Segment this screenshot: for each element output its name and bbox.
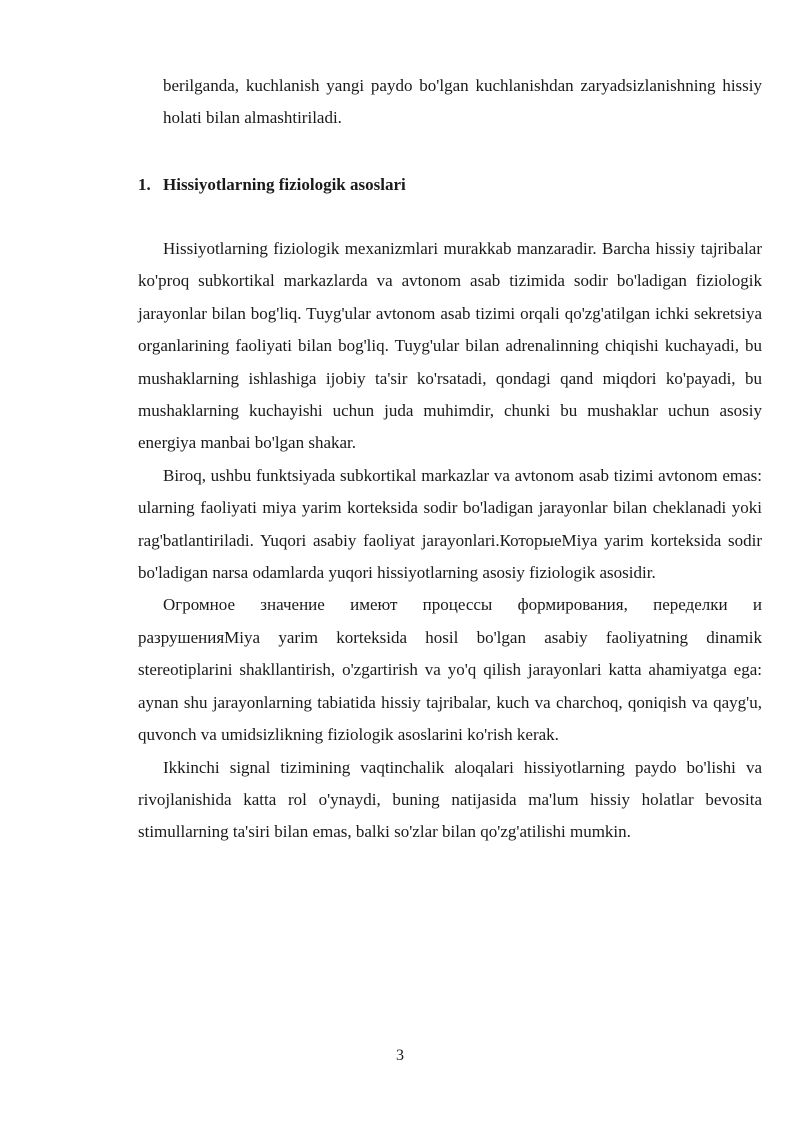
section-body xyxy=(138,233,762,849)
body-paragraph: Огромное значение имеют процессы формирования, переделки и разрушенияMiya yarim korteksida hosil bo'lgan asabiy faoliyatning dinamik stereotiplarini shakllantirish, o'zgartirish va yo'q qilish jarayonlari katta ahamiyatga ega: aynan shu jarayonlarning tabiatida hissiy tajribalar, kuch va charchoq, qoniqish va qayg'u, quvonch va umidsizlikning fiziologik asoslarini ko'rish kerak. xyxy=(138,595,762,745)
section-title: Hissiyotlarning fiziologik asoslari xyxy=(163,175,406,194)
body-paragraph: Ikkinchi signal tizimining vaqtinchalik aloqalari hissiyotlarning paydo bo'lishi va rivojlanishida katta rol o'ynaydi, buning natijasida ma'lum hissiy holatlar bevosita stimullarning ta'siri bilan emas, balki so'zlar bilan qo'zg'atilishi mumkin. xyxy=(138,757,762,842)
body-paragraph: Biroq, ushbu funktsiyada subkortikal markazlar va avtonom asab tizimi avtonom emas: ularning faoliyati miya yarim korteksida sodir bo'ladigan jarayonlar bilan cheklanadi yoki rag'batlantiriladi. Yuqori asabiy faoliyat jarayonlari.КоторыеMiya yarim korteksida sodir bo'ladigan narsa odamlarda yuqori hissiyotlarning asosiy fiziologik asosidir. xyxy=(138,465,762,583)
page-number: 3 xyxy=(396,1047,404,1064)
intro-paragraph: berilganda, kuchlanish yangi paydo bo'lgan kuchlanishdan zaryadsizlanishning hissiy holati bilan almashtiriladi. xyxy=(163,76,762,128)
intro-block xyxy=(138,70,762,135)
section-number: 1. xyxy=(138,175,151,194)
section-heading xyxy=(138,169,406,201)
body-paragraph: Hissiyotlarning fiziologik mexanizmlari murakkab manzaradir. Barcha hissiy tajribalar ko'proq subkortikal markazlarda va avtonom asab tizimida sodir bo'ladigan fiziologik jarayonlar bilan bog'liq. Tuyg'ular avtonom asab tizimi orqali qo'zg'atilgan ichki sekretsiya organlarining faoliyati bilan bog'liq. Tuyg'ular bilan adrenalinning chiqishi kuchayadi, bu mushaklarning ishlashiga ijobiy ta'sir ko'rsatadi, qondagi qand miqdori ko'payadi, bu mushaklarning kuchayishi uchun juda muhimdir, chunki bu mushaklar uchun asosiy energiya manbai bo'lgan shakar. xyxy=(138,239,762,453)
